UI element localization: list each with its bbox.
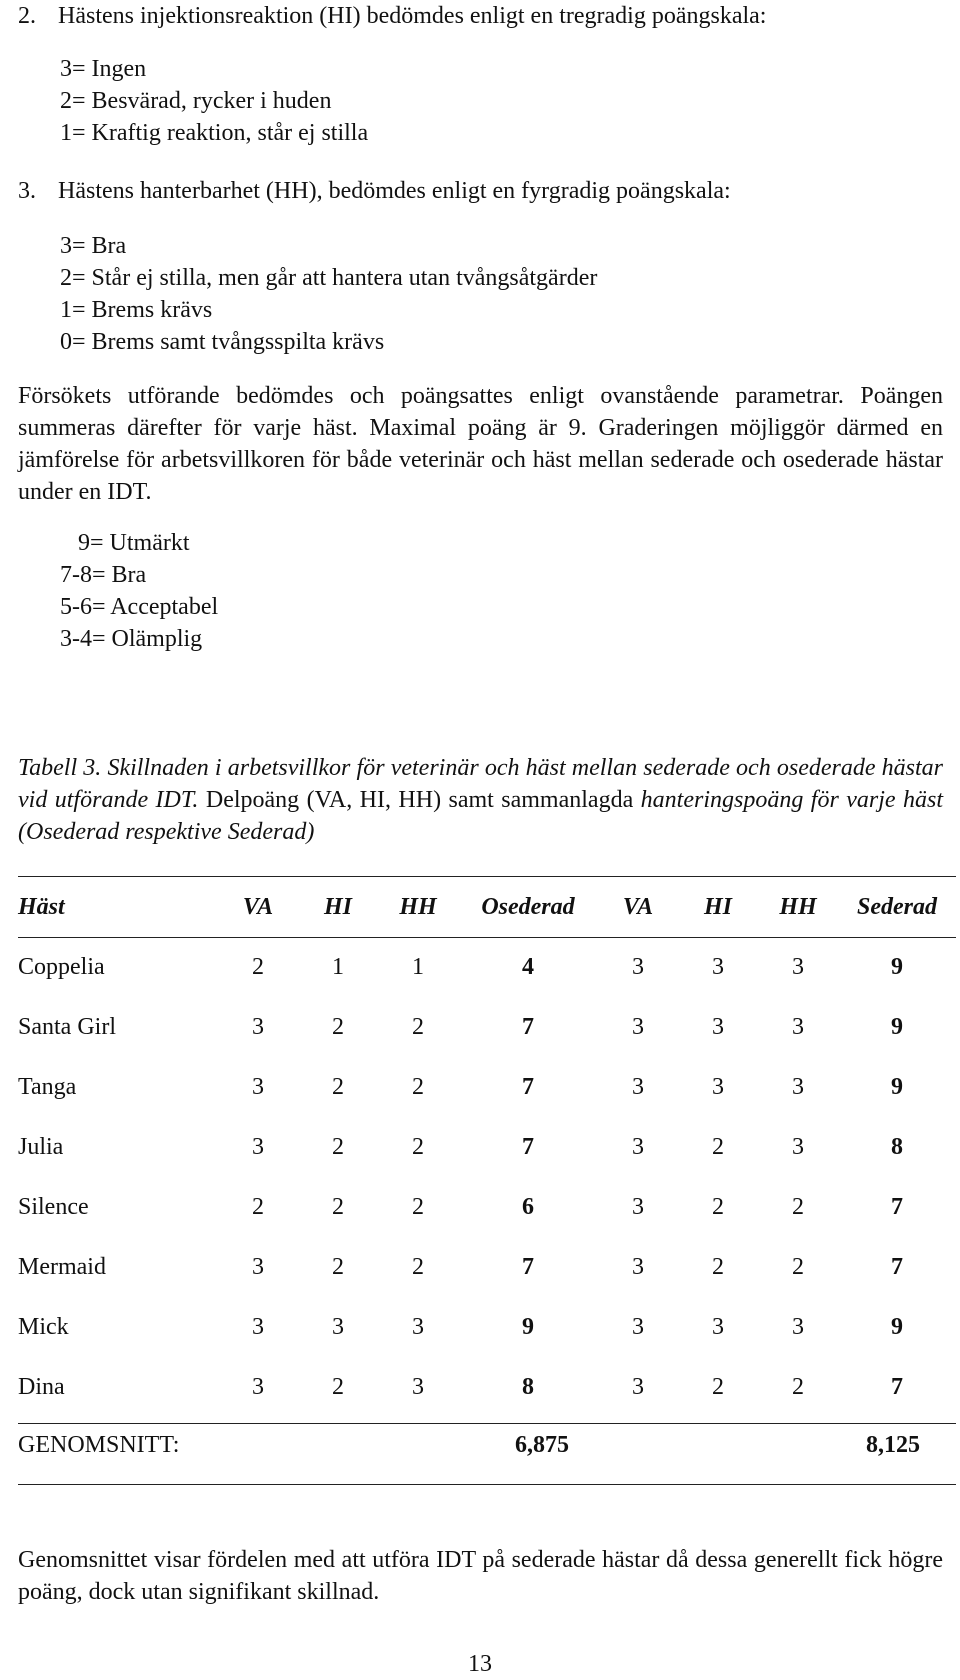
table-cell: 2: [332, 1374, 344, 1400]
horse-name: Mick: [18, 1314, 69, 1340]
table-bottom-rule: [18, 1484, 956, 1485]
table-row: [18, 1117, 956, 1177]
sederad-total: 7: [891, 1194, 903, 1220]
header-cell: Sederad: [857, 894, 937, 920]
table-row: [18, 997, 956, 1057]
table-cell: 2: [332, 1194, 344, 1220]
grade-scale: [60, 527, 218, 655]
table-caption: [18, 752, 943, 848]
table-cell: 2: [412, 1194, 424, 1220]
horse-name: Santa Girl: [18, 1014, 116, 1040]
header-cell: HI: [703, 894, 732, 920]
table-row: [18, 1237, 956, 1297]
scale-line: 1= Brems krävs: [60, 297, 213, 323]
table-cell: 3: [712, 1314, 724, 1340]
grade-line: 9= Utmärkt: [78, 530, 190, 556]
table-cell: 3: [792, 1074, 804, 1100]
table-row: [18, 1297, 956, 1357]
header-cell: VA: [242, 894, 274, 920]
horse-name: Silence: [18, 1194, 89, 1220]
table-cell: 3: [412, 1314, 424, 1340]
list-item-3: [18, 175, 731, 207]
sederad-total: 7: [891, 1254, 903, 1280]
table-cell: 2: [332, 1014, 344, 1040]
table-cell: 1: [412, 954, 424, 980]
hh-scale: [60, 230, 597, 358]
average-sederad: 8,125: [866, 1432, 920, 1458]
table-cell: 3: [632, 1014, 644, 1040]
table-cell: 3: [412, 1374, 424, 1400]
scale-line: 0= Brems samt tvångsspilta krävs: [60, 329, 385, 355]
table-cell: 1: [332, 954, 344, 980]
table-cell: 2: [792, 1374, 804, 1400]
table-cell: 2: [252, 954, 264, 980]
table-cell: 3: [252, 1314, 264, 1340]
header-cell: HH: [779, 894, 817, 920]
table-cell: 3: [712, 954, 724, 980]
horse-name: Mermaid: [18, 1254, 106, 1280]
table-cell: 3: [252, 1374, 264, 1400]
average-row: [18, 1415, 956, 1475]
table-cell: 3: [632, 1194, 644, 1220]
horse-name: Coppelia: [18, 954, 105, 980]
sederad-total: 9: [891, 954, 903, 980]
table-cell: 3: [632, 954, 644, 980]
table-cell: 2: [332, 1134, 344, 1160]
grade-line: 5-6= Acceptabel: [60, 594, 219, 620]
caption-italic-2: hanteringspoäng för varje häst (Osederad respektive Sederad): [18, 787, 943, 845]
scores-table: [18, 877, 956, 1417]
scale-line: 3= Bra: [60, 233, 127, 259]
sederad-total: 9: [891, 1314, 903, 1340]
table-cell: 2: [792, 1254, 804, 1280]
table-cell: 2: [712, 1134, 724, 1160]
sederad-total: 8: [891, 1134, 903, 1160]
header-cell: Osederad: [481, 894, 575, 920]
header-cell: Häst: [18, 894, 65, 920]
table-cell: 2: [712, 1374, 724, 1400]
table-row: [18, 937, 956, 997]
table-cell: 2: [412, 1134, 424, 1160]
table-cell: 2: [332, 1074, 344, 1100]
table-cell: 3: [632, 1134, 644, 1160]
item-heading: Hästens injektionsreaktion (HI) bedömdes enligt en tregradig poängskala:: [58, 3, 767, 29]
table-cell: 2: [332, 1254, 344, 1280]
table-cell: 3: [712, 1074, 724, 1100]
horse-name: Tanga: [18, 1074, 77, 1100]
average-osederad: 6,875: [515, 1432, 569, 1458]
sederad-total: 9: [891, 1014, 903, 1040]
table-cell: 3: [792, 954, 804, 980]
osederad-total: 7: [522, 1014, 534, 1040]
conclusion-paragraph: Genomsnittet visar fördelen med att utföra IDT på sederade hästar då dessa generellt fick högre poäng, dock utan signifikant skillnad.: [18, 1547, 943, 1605]
table-cell: 2: [412, 1014, 424, 1040]
grade-line: 3-4= Olämplig: [60, 626, 203, 652]
table-cell: 2: [412, 1074, 424, 1100]
description-paragraph: Försökets utförande bedömdes och poängsattes enligt ovanstående parametrar. Poängen summeras därefter för varje häst. Maximal poäng är 9. Graderingen möjliggör därmed en jämförelse för arbetsvillkoren för både veterinär och häst mellan sederade och osederade hästar under en IDT.: [18, 383, 943, 505]
table-cell: 2: [792, 1194, 804, 1220]
hi-scale: [60, 53, 368, 149]
osederad-total: 9: [522, 1314, 534, 1340]
osederad-total: 7: [522, 1254, 534, 1280]
table-cell: 3: [632, 1314, 644, 1340]
table-row: [18, 1057, 956, 1117]
table-cell: 2: [412, 1254, 424, 1280]
item-number: 3.: [18, 178, 36, 204]
horse-name: Dina: [18, 1374, 65, 1400]
table-cell: 3: [632, 1374, 644, 1400]
caption-italic: Tabell 3. Skillnaden i arbetsvillkor för veterinär och häst mellan sederade och osederade hästar vid utförande IDT.: [18, 755, 943, 813]
table-cell: 3: [792, 1314, 804, 1340]
osederad-total: 8: [522, 1374, 534, 1400]
sederad-total: 9: [891, 1074, 903, 1100]
osederad-total: 7: [522, 1134, 534, 1160]
table-cell: 3: [792, 1014, 804, 1040]
horse-name: Julia: [18, 1134, 64, 1160]
table-cell: 3: [252, 1134, 264, 1160]
osederad-total: 7: [522, 1074, 534, 1100]
table-cell: 3: [332, 1314, 344, 1340]
table-row: [18, 1357, 956, 1417]
table-header-row: [18, 877, 956, 937]
page-number: 13: [468, 1651, 492, 1677]
caption-normal: Delpoäng (VA, HI, HH) samt sammanlagda: [198, 787, 641, 813]
table-cell: 3: [712, 1014, 724, 1040]
list-item-2: [18, 0, 766, 32]
table-cell: 2: [712, 1254, 724, 1280]
scale-line: 2= Står ej stilla, men går att hantera utan tvångsåtgärder: [60, 265, 598, 291]
scale-line: 1= Kraftig reaktion, står ej stilla: [60, 120, 369, 146]
scale-line: 3= Ingen: [60, 56, 147, 82]
grade-line: 7-8= Bra: [60, 562, 147, 588]
header-cell: HH: [399, 894, 437, 920]
table-cell: 2: [252, 1194, 264, 1220]
table-cell: 3: [252, 1014, 264, 1040]
table-cell: 3: [792, 1134, 804, 1160]
table-cell: 3: [632, 1254, 644, 1280]
osederad-total: 4: [522, 954, 534, 980]
item-heading: Hästens hanterbarhet (HH), bedömdes enligt en fyrgradig poängskala:: [58, 178, 731, 204]
table-cell: 3: [632, 1074, 644, 1100]
scale-line: 2= Besvärad, rycker i huden: [60, 88, 332, 114]
table-cell: 3: [252, 1254, 264, 1280]
item-number: 2.: [18, 3, 36, 29]
average-label: GENOMSNITT:: [18, 1432, 180, 1458]
table-cell: 3: [252, 1074, 264, 1100]
table-cell: 2: [712, 1194, 724, 1220]
sederad-total: 7: [891, 1374, 903, 1400]
table-row: [18, 1177, 956, 1237]
header-cell: VA: [622, 894, 654, 920]
header-cell: HI: [323, 894, 352, 920]
osederad-total: 6: [522, 1194, 534, 1220]
